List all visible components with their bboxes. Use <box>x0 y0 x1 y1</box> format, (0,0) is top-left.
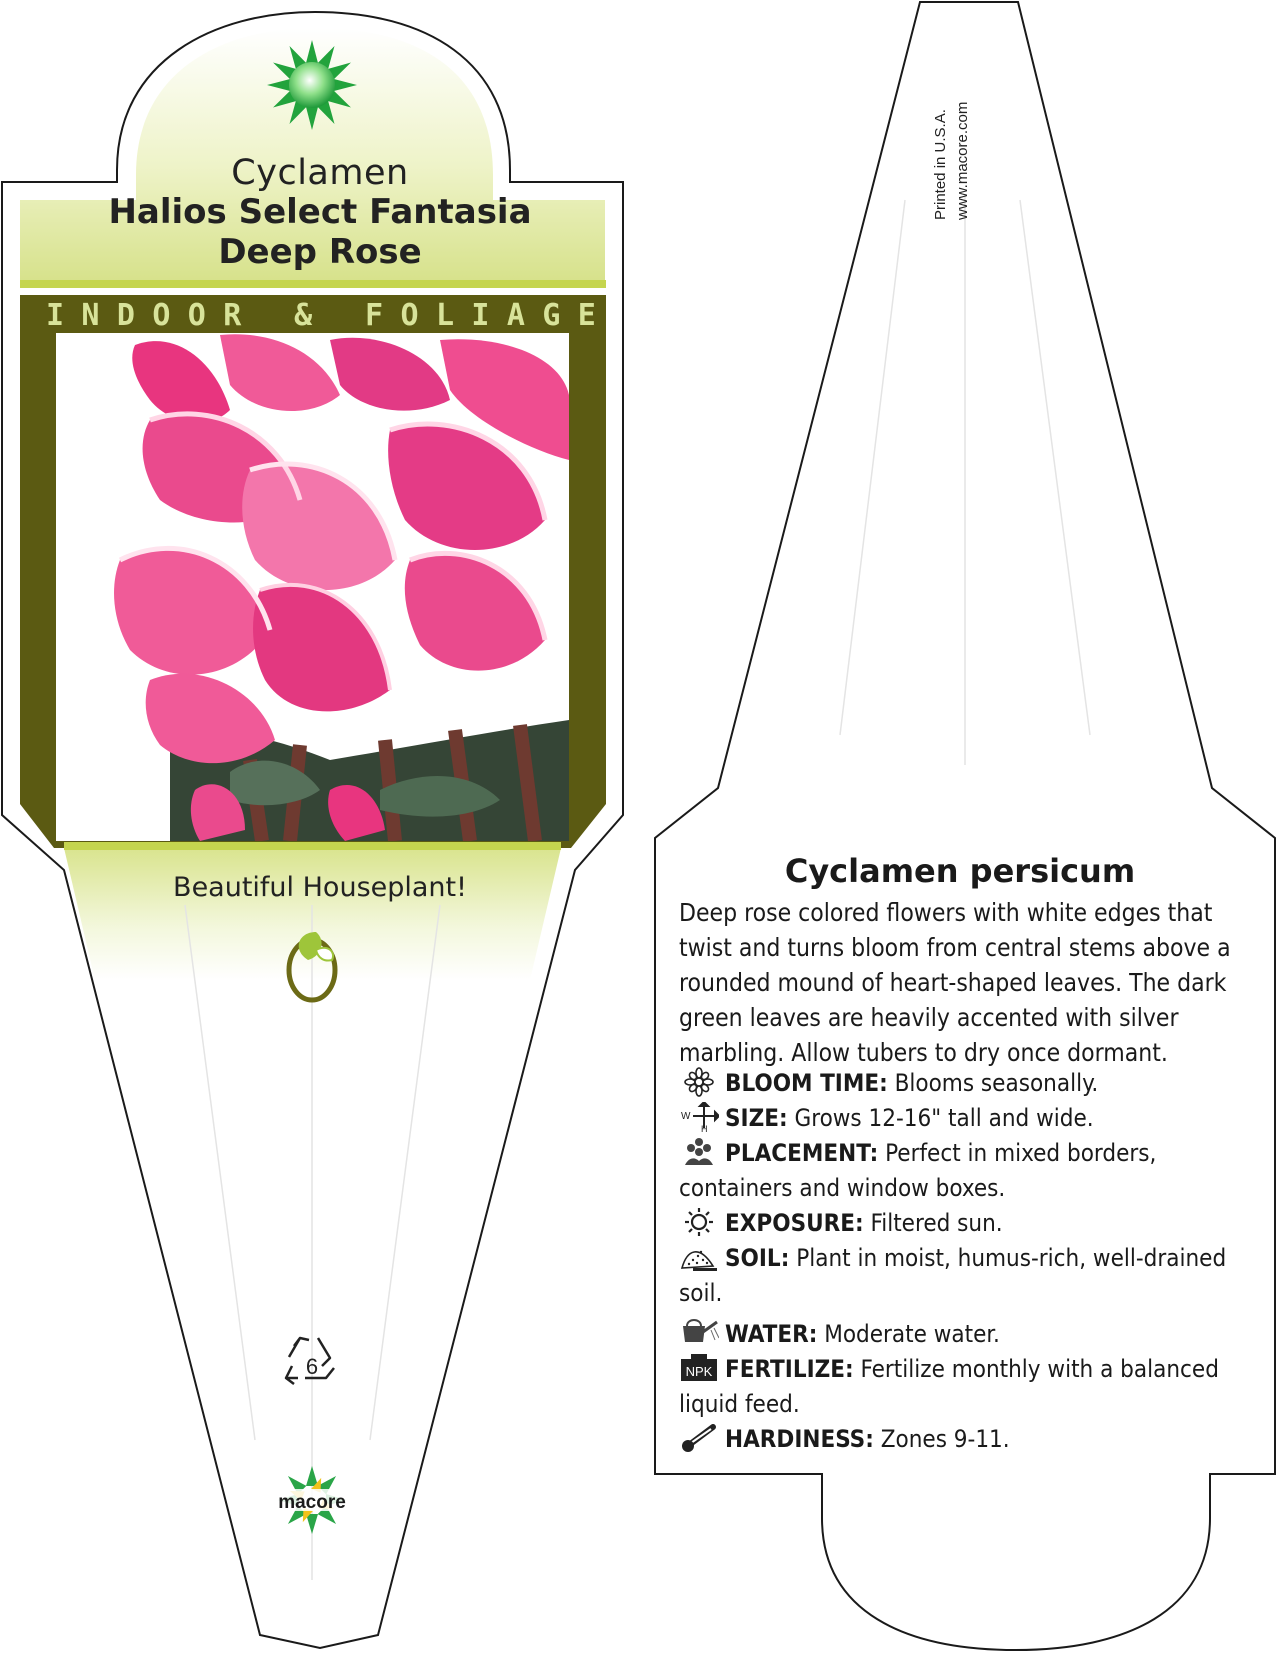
category-letter: A <box>506 298 525 333</box>
care-text: Fertilize monthly with a balanced liquid feed. <box>679 1355 1219 1418</box>
care-label: SOIL: <box>725 1244 790 1272</box>
category-letter: L <box>435 298 455 333</box>
plant-photo <box>56 333 569 841</box>
category-letter: R <box>223 298 242 333</box>
watering-can-icon <box>679 1318 719 1348</box>
category-letter: O <box>187 298 206 333</box>
npk-icon <box>679 1353 719 1383</box>
category-letter <box>324 298 354 333</box>
care-text: Perfect in mixed borders, containers and window boxes. <box>679 1139 1157 1202</box>
variety-line-1: Halios Select Fantasia <box>108 192 532 232</box>
care-water <box>679 1317 1249 1352</box>
category-letter: E <box>577 298 596 333</box>
care-text: Plant in moist, humus-rich, well-drained soil. <box>679 1244 1227 1307</box>
category-letter: F <box>365 298 384 333</box>
care-list <box>679 1066 1249 1457</box>
care-fertilize <box>679 1352 1249 1422</box>
category-label <box>40 298 602 333</box>
care-bloom-time <box>679 1066 1249 1101</box>
care-label: BLOOM TIME: <box>725 1069 888 1097</box>
category-letter: & <box>294 298 313 333</box>
care-label: HARDINESS: <box>725 1425 874 1453</box>
size-h-label: H <box>701 1124 708 1132</box>
sun-icon <box>679 1207 719 1237</box>
category-letter: O <box>400 298 419 333</box>
care-text: Moderate water. <box>824 1320 1000 1348</box>
common-name: Cyclamen <box>231 153 409 193</box>
care-label: EXPOSURE: <box>725 1209 864 1237</box>
category-letter: G <box>542 298 561 333</box>
care-label: PLACEMENT: <box>725 1139 879 1167</box>
care-size <box>679 1101 1249 1136</box>
species-name: Cyclamen persicum <box>784 852 1136 890</box>
variety-name <box>20 192 620 272</box>
care-soil <box>679 1241 1249 1311</box>
care-hardiness <box>679 1422 1249 1457</box>
care-placement <box>679 1136 1249 1206</box>
category-letter: I <box>471 298 490 333</box>
size-w-label: W <box>681 1111 691 1122</box>
care-text: Blooms seasonally. <box>894 1069 1099 1097</box>
plant-description: Deep rose colored flowers with white edges that twist and turns bloom from central stems above a rounded mound of heart-shaped leaves. The dark green leaves are heavily accented with silver marbling. Allow tubers to dry once dormant. <box>679 898 1231 1067</box>
thermometer-icon <box>679 1423 719 1453</box>
care-text: Grows 12-16" tall and wide. <box>794 1104 1094 1132</box>
category-letter: N <box>81 298 100 333</box>
website: www.macore.com <box>954 101 971 220</box>
flower-icon <box>679 1067 719 1097</box>
care-label: SIZE: <box>725 1104 788 1132</box>
category-letter: I <box>45 298 65 333</box>
brand-name: macore <box>278 1492 346 1513</box>
care-label: FERTILIZE: <box>725 1355 854 1383</box>
printed-in: Printed in U.S.A. <box>932 109 949 220</box>
size-arrows-icon <box>679 1102 719 1132</box>
care-label: WATER: <box>725 1320 818 1348</box>
recycle-code: 6 <box>305 1354 319 1379</box>
soil-icon <box>679 1242 719 1272</box>
placement-icon <box>679 1137 719 1167</box>
tagline: Beautiful Houseplant! <box>173 872 467 903</box>
care-text: Filtered sun. <box>870 1209 1003 1237</box>
category-letter: O <box>152 298 171 333</box>
category-letter <box>253 298 283 333</box>
care-text: Zones 9-11. <box>880 1425 1010 1453</box>
care-exposure <box>679 1206 1249 1241</box>
variety-line-2: Deep Rose <box>218 232 422 272</box>
category-letter: D <box>116 298 135 333</box>
print-info <box>930 55 971 220</box>
npk-label: NPK <box>685 1364 713 1379</box>
